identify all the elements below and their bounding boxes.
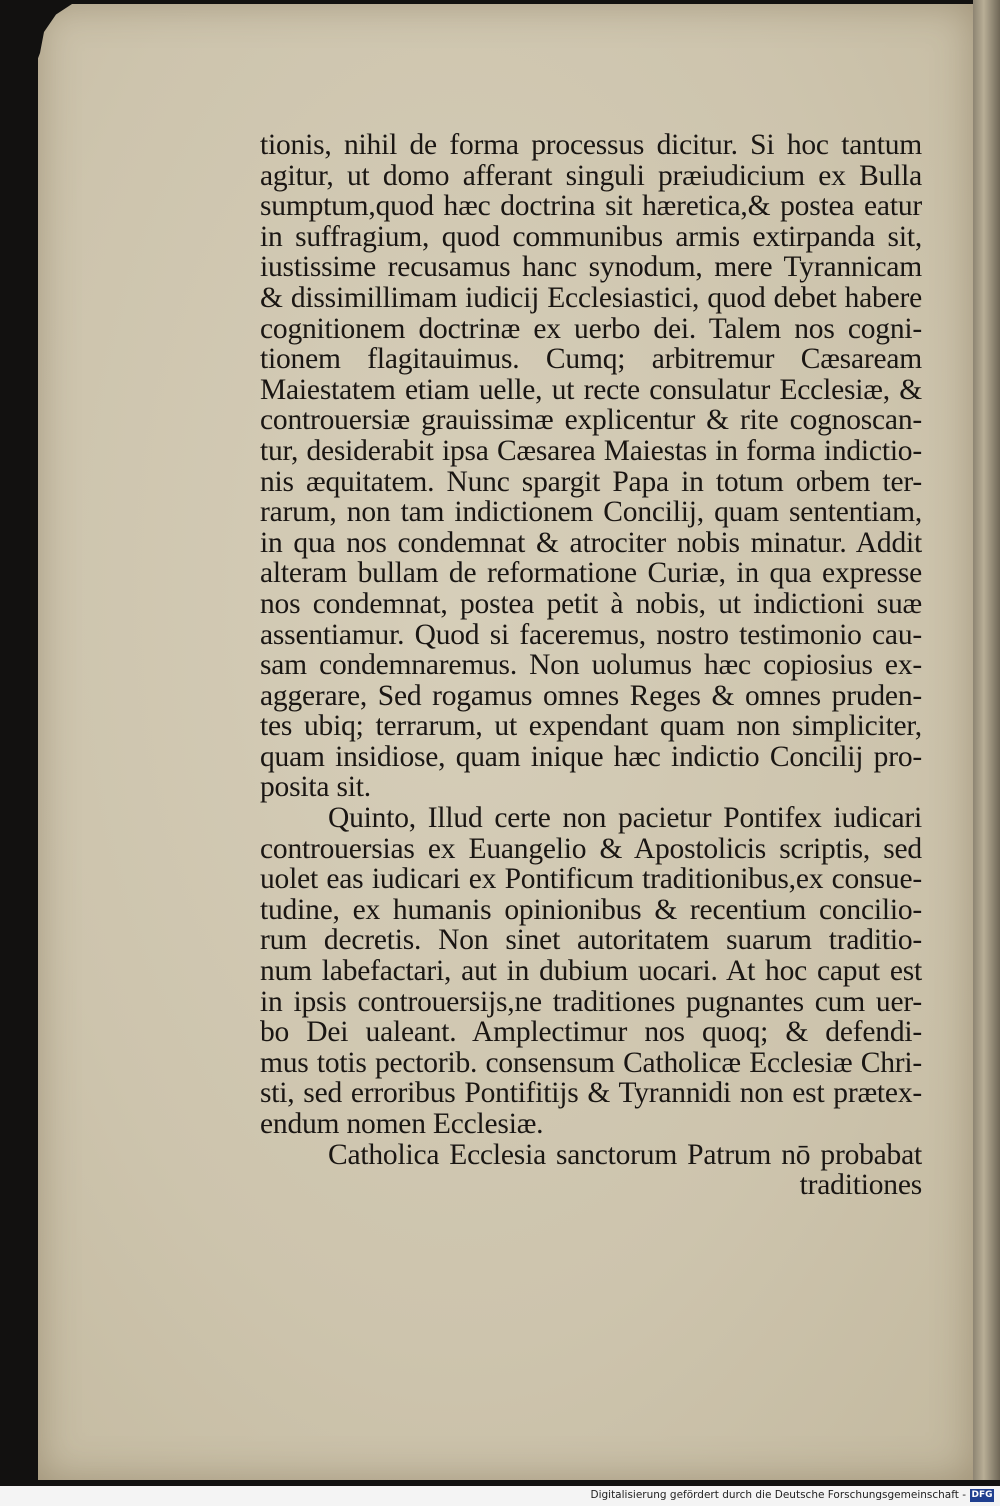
text-line: sumptum,quod hæc doctrina sit hæretica,& postea eatur <box>260 190 922 223</box>
digitization-footer <box>0 1486 1000 1506</box>
page-edge <box>973 0 1000 1480</box>
text-line: endum nomen Ecclesiæ. <box>260 1108 544 1140</box>
text-line: controuersias ex Euangelio & Apostolicis scriptis, sed <box>260 832 922 865</box>
text-line: in qua nos condemnat & atrociter nobis minatur. Addit <box>260 526 922 559</box>
text-line: posita sit. <box>260 771 371 804</box>
text-line: agitur, ut domo afferant singuli præiudicium ex Bulla <box>260 159 922 192</box>
text-line: rarum, non tam indictionem Concilij, quam sententiam, <box>260 496 922 529</box>
paragraph-first-line: Quinto, Illud certe non pacietur Pontifex iudicari <box>328 802 922 835</box>
text-line: sam condemnaremus. Non uolumus hæc copiosius ex- <box>260 649 922 682</box>
text-line: uolet eas iudicari ex Pontificum traditionibus,ex consue- <box>260 863 922 896</box>
text-line: tionem flagitauimus. Cumq; arbitremur Cæsaream <box>260 343 922 376</box>
text-line: Maiestatem etiam uelle, ut recte consulatur Ecclesiæ, & <box>260 373 922 406</box>
text-line: in ipsis controuersijs,ne traditiones pugnantes cum uer- <box>260 985 922 1018</box>
text-line: sti, sed erroribus Pontifitijs & Tyrannidi non est prætex- <box>260 1077 922 1110</box>
text-line: tudine, ex humanis opinionibus & recentium concilio- <box>260 893 922 926</box>
text-line: quam insidiose, quam inique hæc indictio Concilij pro- <box>260 740 922 773</box>
torn-corner <box>38 4 72 74</box>
text-line: in suffragium, quod communibus armis extirpanda sit, <box>260 220 922 253</box>
text-line: & dissimillimam iudicij Ecclesiastici, quod debet habere <box>260 281 922 314</box>
text-line: assentiamur. Quod si faceremus, nostro testimonio cau- <box>260 618 922 651</box>
text-line: rum decretis. Non sinet autoritatem suarum traditio- <box>260 924 922 957</box>
footer-credit: Digitalisierung gefördert durch die Deutsche Forschungsgemeinschaft - <box>590 1489 966 1501</box>
text-line: nos condemnat, postea petit à nobis, ut indictioni suæ <box>260 587 922 620</box>
paragraph-first-line: Catholica Ecclesia sanctorum Patrum nō probabat <box>328 1138 922 1171</box>
dfg-logo: DFG <box>971 1490 993 1500</box>
text-line: tur, desiderabit ipsa Cæsarea Maiestas in forma indictio- <box>260 434 922 467</box>
text-line: alteram bullam de reformatione Curiæ, in qua expresse <box>260 557 922 590</box>
text-line: mus totis pectorib. consensum Catholicæ Ecclesiæ Chri- <box>260 1046 922 1079</box>
text-line: nis æquitatem. Nunc spargit Papa in totum orbem ter- <box>260 465 922 498</box>
text-line: bo Dei ualeant. Amplectimur nos quoq; & defendi- <box>260 1016 922 1049</box>
page-text <box>260 130 970 1201</box>
text-line: tes ubiq; terrarum, ut expendant quam non simpliciter, <box>260 710 922 743</box>
text-line: num labefactari, aut in dubium uocari. At hoc caput est <box>260 955 922 988</box>
text-line: aggerare, Sed rogamus omnes Reges & omnes pruden- <box>260 679 922 712</box>
catchword: traditiones <box>799 1169 922 1202</box>
text-line: controuersiæ grauissimæ explicentur & rite cognoscan- <box>260 404 922 437</box>
text-line: cognitionem doctrinæ ex uerbo dei. Talem nos cogni- <box>260 312 922 345</box>
text-line: iustissime recusamus hanc synodum, mere Tyrannicam <box>260 251 922 284</box>
text-line: tionis, nihil de forma processus dicitur. Si hoc tantum <box>260 129 922 161</box>
